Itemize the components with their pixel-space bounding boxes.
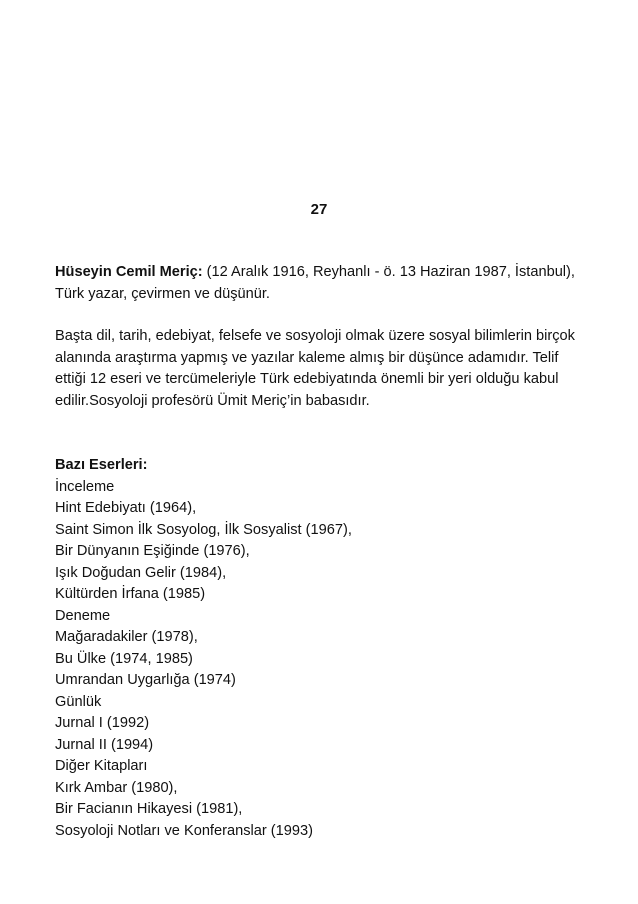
list-item: Günlük: [55, 693, 102, 710]
list-item: İnceleme: [55, 478, 115, 495]
list-item: Saint Simon İlk Sosyolog, İlk Sosyalist (1967),: [55, 521, 352, 538]
works-list: [55, 477, 585, 843]
author-intro: (12 Aralık 1916, Reyhanlı - ö. 13 Haziran 1987, İstanbul), Türk yazar, çevirmen ve düşünür.: [55, 264, 575, 302]
spacer: [55, 305, 585, 326]
list-item: Hint Edebiyatı (1964),: [55, 500, 197, 516]
list-item: Kırk Ambar (1980),: [55, 779, 178, 796]
list-item: Jurnal II (1994): [55, 736, 154, 753]
list-item: Sosyoloji Notları ve Konferanslar (1993): [55, 822, 313, 839]
bio-paragraph: [55, 262, 585, 305]
works-heading: Bazı Eserleri:: [55, 457, 148, 473]
list-item: Diğer Kitapları: [55, 758, 148, 774]
list-item: Bu Ülke (1974, 1985): [55, 650, 193, 667]
spacer: [55, 412, 585, 455]
page-content: [55, 262, 585, 842]
list-item: Bir Facianın Hikayesi (1981),: [55, 801, 243, 817]
list-item: Deneme: [55, 607, 111, 624]
author-name: Hüseyin Cemil Meriç:: [55, 264, 203, 280]
description-paragraph: Başta dil, tarih, edebiyat, felsefe ve sosyoloji olmak üzere sosyal bilimlerin birçok alanında araştırma yapmış ve yazılar kaleme almış bir düşünce adamıdır. Telif ettiği 12 eseri ve tercümeleriyle Türk edebiyatında önemli bir yeri olduğu kabul edilir.Sosyoloji profesörü Ümit Meriç’in babasıdır.: [55, 328, 575, 409]
list-item: Bir Dünyanın Eşiğinde (1976),: [55, 543, 250, 559]
list-item: Işık Doğudan Gelir (1984),: [55, 564, 227, 581]
list-item: Jurnal I (1992): [55, 715, 150, 731]
list-item: Mağaradakiler (1978),: [55, 629, 198, 645]
list-item: Umrandan Uygarlığa (1974): [55, 672, 236, 688]
page-number: 27: [310, 201, 328, 218]
list-item: Kültürden İrfana (1985): [55, 586, 206, 602]
